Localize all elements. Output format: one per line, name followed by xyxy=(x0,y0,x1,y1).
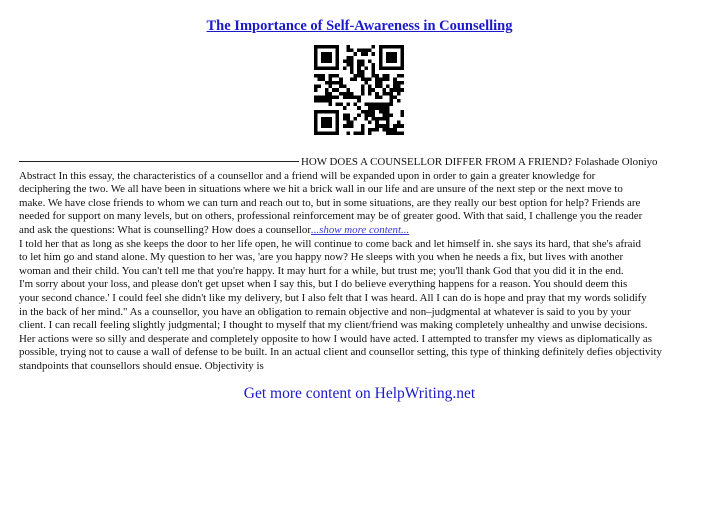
divider-rule xyxy=(19,161,299,162)
essay-line: and ask the questions: What is counselling? How does a counsellor...show more content... xyxy=(19,223,410,236)
essay-line: possible, trying not to cause a wall of defense to be built. In an actual client and counsellor setting, this type of thinking definitely defies objectivity xyxy=(19,346,662,359)
essay-line: to let him go and stand alone. My question to her was, 'are you happy now? He sleeps with you when he needs a fix, but lives with another xyxy=(19,251,624,264)
helpwriting-link[interactable]: Get more content on HelpWriting.net xyxy=(243,385,476,402)
essay-line: woman and their child. You can't tell me that you're happy. It may hurt for a while, but trust me; you'll thank God that you did it in the end. xyxy=(19,264,624,277)
essay-excerpt xyxy=(19,156,709,374)
essay-line: client. I can recall feeling slightly judgmental; I thought to myself that my client/friend was making completely unhealthy and unwise decisions. xyxy=(19,319,648,332)
essay-line: needed for support on many levels, but on others, professional reinforcement may be of greater good. With that said, I challenge you the reader xyxy=(19,210,643,223)
show-more-link[interactable]: ...show more content... xyxy=(310,223,410,236)
essay-line: deciphering the two. We all have been in situations where we hit a brick wall in our life and are unsure of the next step or the next move to xyxy=(19,183,623,196)
essay-line: Abstract In this essay, the characteristics of a counsellor and a friend will be expanded upon in order to gain a greater knowledge for xyxy=(19,169,596,182)
essay-line: make. We have close friends to whom we can turn and reach out to, but in some situations, are they really our best option for help? Friends are xyxy=(19,196,641,209)
essay-line: Her actions were so silly and desperate and completely opposite to how I would have acted. I attempted to transfer my views as diplomatically as xyxy=(19,332,652,345)
essay-line: HOW DOES A COUNSELLOR DIFFER FROM A FRIEND? Folashade Oloniyo xyxy=(19,156,709,170)
essay-line: I told her that as long as she keeps the door to her life open, he will continue to come back and let himself in. she says its hard, that she's afraid xyxy=(19,237,641,250)
essay-line: I'm sorry about your loss, and please don't get upset when I say this, but I do believe everything happens for a reason. You should deem this xyxy=(19,278,628,291)
essay-line: standpoints that counsellors should ensue. Objectivity is xyxy=(19,359,264,372)
essay-line: your second chance.' I could feel she didn't like my delivery, but I also felt that I was heard. All I can do is hope and pray that my words solidify xyxy=(19,291,647,304)
essay-line: in the back of her mind." As a counsellor, you have an obligation to remain objective and non–judgmental at whatever is said to you by your xyxy=(19,305,631,318)
qr-code-icon xyxy=(314,45,404,135)
document-title[interactable]: The Importance of Self-Awareness in Counselling xyxy=(206,18,513,34)
